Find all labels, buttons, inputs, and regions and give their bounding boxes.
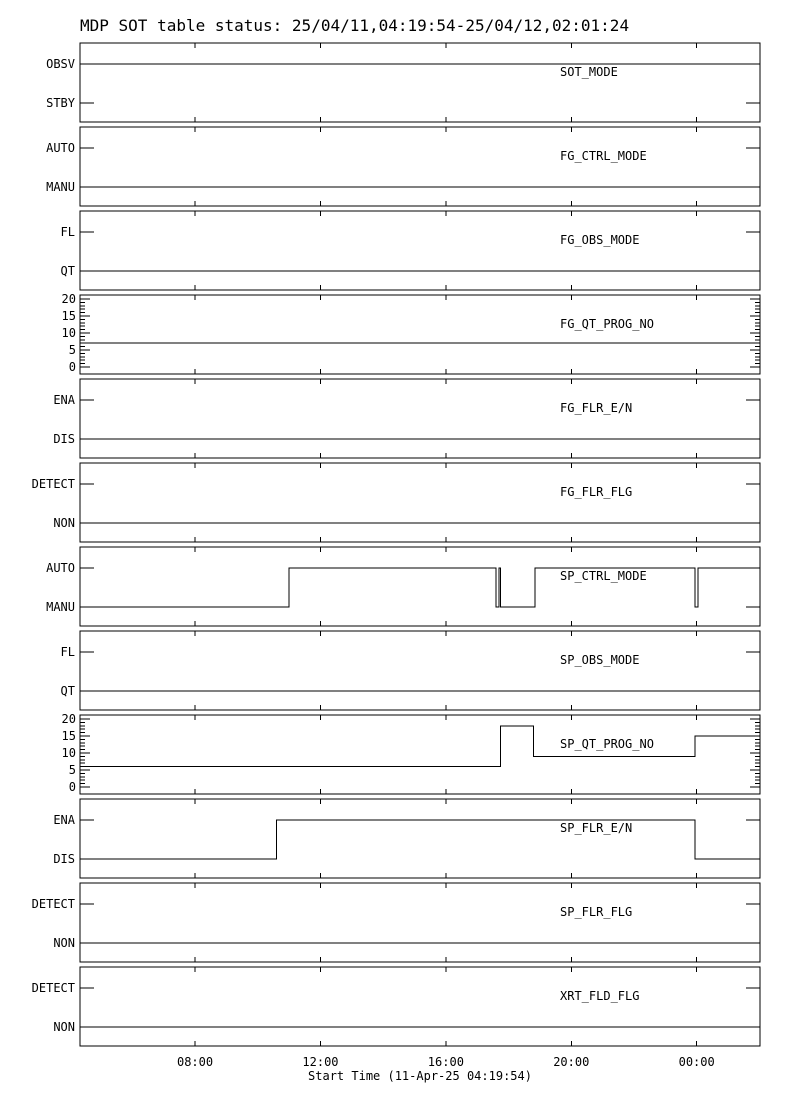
panel-frame — [80, 211, 760, 290]
panel-label: SP_CTRL_MODE — [560, 569, 647, 583]
panel-sp-flr-flg — [32, 883, 760, 962]
panel-frame — [80, 379, 760, 458]
y-tick-label: AUTO — [46, 561, 75, 575]
y-tick-label: OBSV — [46, 57, 75, 71]
panel-frame — [80, 295, 760, 374]
y-tick-label: DETECT — [31, 477, 75, 491]
panel-label: FG_OBS_MODE — [560, 233, 640, 247]
y-tick-label: 0 — [68, 780, 76, 794]
y-tick-label: MANU — [46, 600, 75, 614]
panel-label: FG_QT_PROG_NO — [560, 317, 654, 331]
panel-sp-flr-e-n — [53, 799, 760, 878]
panel-frame — [80, 547, 760, 626]
y-tick-label: 15 — [61, 729, 76, 743]
y-tick-label: MANU — [46, 180, 75, 194]
y-tick-label: 10 — [61, 746, 76, 760]
panel-frame — [80, 799, 760, 878]
y-tick-label: DETECT — [31, 981, 75, 995]
x-axis — [177, 1055, 715, 1069]
panel-frame — [80, 463, 760, 542]
y-tick-label: 15 — [61, 309, 76, 323]
y-tick-label: 0 — [68, 360, 76, 374]
panel-sp-obs-mode — [61, 631, 760, 710]
y-tick-label: ENA — [53, 393, 75, 407]
y-tick-label: FL — [60, 645, 75, 659]
y-tick-label: 5 — [68, 763, 76, 777]
x-tick-label: 16:00 — [427, 1055, 464, 1069]
x-tick-label: 00:00 — [678, 1055, 715, 1069]
y-tick-label: DIS — [53, 852, 75, 866]
x-tick-label: 08:00 — [176, 1055, 214, 1069]
y-tick-label: QT — [60, 684, 75, 698]
panel-fg-ctrl-mode — [46, 127, 760, 206]
panel-label: FG_FLR_FLG — [560, 485, 633, 499]
panel-fg-flr-e-n — [53, 379, 760, 458]
panel-sp-ctrl-mode — [46, 547, 760, 626]
panel-frame — [80, 715, 760, 794]
panel-frame — [80, 127, 760, 206]
y-tick-label: FL — [60, 225, 75, 239]
panel-label: SP_FLR_FLG — [560, 905, 633, 919]
panel-frame — [80, 967, 760, 1046]
panel-label: SOT_MODE — [560, 65, 618, 79]
x-axis-label: Start Time (11-Apr-25 04:19:54) — [308, 1069, 532, 1083]
chart-title: MDP SOT table status: 25/04/11,04:19:54-25/04/12,02:01:24 — [80, 16, 630, 35]
panel-fg-flr-flg — [32, 463, 760, 542]
panel-label: SP_QT_PROG_NO — [560, 737, 654, 751]
panel-label: XRT_FLD_FLG — [560, 989, 640, 1003]
y-tick-label: NON — [53, 516, 75, 530]
series-line — [80, 820, 760, 859]
series-line — [80, 568, 760, 607]
y-tick-label: QT — [60, 264, 75, 278]
y-tick-label: NON — [53, 1020, 75, 1034]
y-tick-label: STBY — [46, 96, 75, 110]
panel-sp-qt-prog-no — [62, 712, 760, 794]
series-line — [80, 726, 760, 767]
y-tick-label: DETECT — [31, 897, 75, 911]
y-tick-label: 20 — [61, 712, 76, 726]
y-tick-label: ENA — [53, 813, 75, 827]
panels-group — [32, 43, 760, 1046]
y-tick-label: 5 — [68, 343, 76, 357]
panel-frame — [80, 43, 760, 122]
panel-label: SP_FLR_E/N — [560, 821, 633, 835]
y-tick-label: AUTO — [46, 141, 75, 155]
y-tick-label: 10 — [61, 326, 76, 340]
panel-frame — [80, 883, 760, 962]
y-tick-label: 20 — [61, 292, 76, 306]
panel-fg-qt-prog-no — [62, 292, 760, 374]
panel-label: FG_FLR_E/N — [560, 401, 633, 415]
y-tick-label: NON — [53, 936, 75, 950]
panel-sot-mode — [46, 43, 760, 122]
x-tick-label: 20:00 — [553, 1055, 590, 1069]
panel-label: SP_OBS_MODE — [560, 653, 640, 667]
panel-frame — [80, 631, 760, 710]
panel-label: FG_CTRL_MODE — [560, 149, 647, 163]
panel-xrt-fld-flg — [32, 967, 760, 1046]
x-tick-label: 12:00 — [302, 1055, 339, 1069]
panel-fg-obs-mode — [61, 211, 760, 290]
y-tick-label: DIS — [53, 432, 75, 446]
